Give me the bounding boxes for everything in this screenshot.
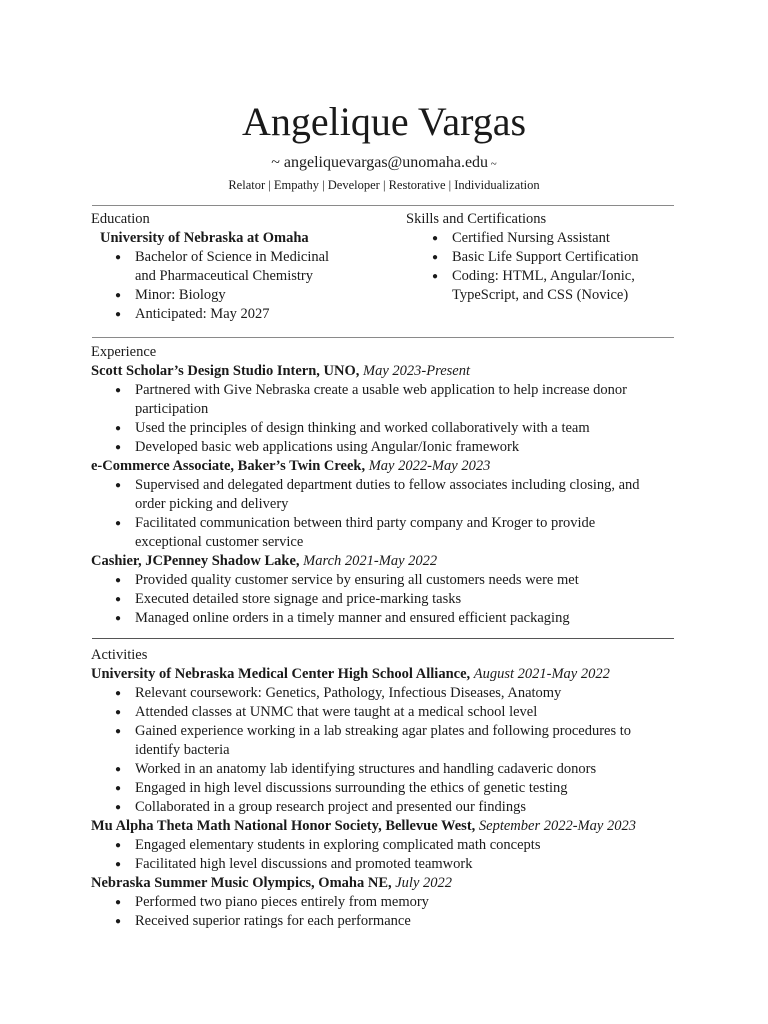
list-item: ● Executed detailed store signage and price-marking tasks bbox=[115, 591, 462, 607]
bullet-icon: ● bbox=[115, 385, 122, 396]
bullet-icon: ● bbox=[115, 423, 122, 434]
list-item: ● Received superior ratings for each performance bbox=[115, 913, 411, 929]
bullet-icon: ● bbox=[115, 442, 122, 453]
contact-email-line bbox=[0, 153, 768, 174]
bullet-icon: ● bbox=[432, 252, 439, 263]
activities-block bbox=[91, 665, 636, 931]
bullet-icon: ● bbox=[115, 252, 122, 263]
list-item: ● Performed two piano pieces entirely from memory bbox=[115, 894, 429, 910]
list-item: order picking and delivery bbox=[135, 496, 289, 512]
list-item: TypeScript, and CSS (Novice) bbox=[452, 287, 629, 303]
list-item: ● Provided quality customer service by ensuring all customers needs were met bbox=[115, 572, 579, 588]
list-item: ● Used the principles of design thinking and worked collaboratively with a team bbox=[115, 420, 590, 436]
bullet-icon: ● bbox=[115, 764, 122, 775]
bullet-icon: ● bbox=[115, 726, 122, 737]
bullet-icon: ● bbox=[115, 707, 122, 718]
bullet-icon: ● bbox=[115, 802, 122, 813]
list-item: ● Certified Nursing Assistant bbox=[432, 230, 610, 246]
resume-name: Angelique Vargas bbox=[241, 99, 527, 144]
job-title-line: Scott Scholar’s Design Studio Intern, UNO, May 2023-Present bbox=[91, 363, 471, 379]
activity-title-line: Mu Alpha Theta Math National Honor Society, Bellevue West, September 2022-May 2023 bbox=[91, 818, 636, 834]
bullet-icon: ● bbox=[432, 233, 439, 244]
list-item: exceptional customer service bbox=[135, 534, 304, 550]
bullet-icon: ● bbox=[115, 840, 122, 851]
list-item: ● Gained experience working in a lab streaking agar plates and following procedures to bbox=[115, 723, 632, 739]
list-item: ● Basic Life Support Certification bbox=[432, 249, 639, 265]
bullet-icon: ● bbox=[115, 518, 122, 529]
education-heading: Education bbox=[91, 211, 150, 227]
list-item: ● Bachelor of Science in Medicinal bbox=[115, 249, 330, 265]
list-item: ● Relevant coursework: Genetics, Pathology, Infectious Diseases, Anatomy bbox=[115, 685, 562, 701]
divider-education bbox=[92, 337, 674, 338]
bullet-icon: ● bbox=[115, 688, 122, 699]
list-item: ● Coding: HTML, Angular/Ionic, bbox=[432, 268, 635, 284]
bullet-icon: ● bbox=[115, 480, 122, 491]
list-item: ● Supervised and delegated department duties to fellow associates including closing, and bbox=[115, 477, 640, 493]
list-item: and Pharmaceutical Chemistry bbox=[135, 268, 313, 284]
activity-title-line: Nebraska Summer Music Olympics, Omaha NE, July 2022 bbox=[91, 875, 453, 891]
experience-block bbox=[91, 362, 640, 628]
bullet-icon: ● bbox=[115, 783, 122, 794]
list-item: ● Collaborated in a group research project and presented our findings bbox=[115, 799, 526, 815]
divider-top bbox=[92, 205, 674, 206]
list-item: ● Minor: Biology bbox=[115, 287, 226, 303]
bullet-icon: ● bbox=[115, 594, 122, 605]
skills-list bbox=[432, 229, 639, 305]
job-title-line: Cashier, JCPenney Shadow Lake, March 2021-May 2022 bbox=[91, 553, 438, 569]
bullet-icon: ● bbox=[432, 271, 439, 282]
email-address: angeliquevargas@unomaha.edu bbox=[283, 154, 489, 171]
skills-heading: Skills and Certifications bbox=[406, 211, 547, 227]
bullet-icon: ● bbox=[115, 859, 122, 870]
list-item: ● Facilitated high level discussions and promoted teamwork bbox=[115, 856, 473, 872]
education-school: University of Nebraska at Omaha bbox=[100, 230, 309, 246]
list-item: ● Engaged in high level discussions surrounding the ethics of genetic testing bbox=[115, 780, 568, 796]
list-item: ● Developed basic web applications using Angular/Ionic framework bbox=[115, 439, 520, 455]
list-item: identify bacteria bbox=[135, 742, 230, 758]
list-item: ● Partnered with Give Nebraska create a usable web application to help increase donor bbox=[115, 382, 627, 398]
email-suffix: ~ bbox=[488, 158, 497, 170]
list-item: ● Anticipated: May 2027 bbox=[115, 306, 270, 322]
bullet-icon: ● bbox=[115, 897, 122, 908]
divider-experience bbox=[92, 638, 674, 639]
list-item: ● Attended classes at UNMC that were taught at a medical school level bbox=[115, 704, 538, 720]
bullet-icon: ● bbox=[115, 916, 122, 927]
activities-heading: Activities bbox=[91, 647, 148, 663]
bullet-icon: ● bbox=[115, 613, 122, 624]
activity-title-line: University of Nebraska Medical Center High School Alliance, August 2021-May 2022 bbox=[91, 666, 610, 682]
list-item: ● Facilitated communication between third party company and Kroger to provide bbox=[115, 515, 596, 531]
email-prefix: ~ bbox=[271, 154, 284, 171]
bullet-icon: ● bbox=[115, 575, 122, 586]
list-item: ● Engaged elementary students in exploring complicated math concepts bbox=[115, 837, 541, 853]
education-list bbox=[115, 248, 330, 324]
bullet-icon: ● bbox=[115, 309, 122, 320]
bullet-icon: ● bbox=[115, 290, 122, 301]
strengths-line: Relator | Empathy | Developer | Restorative | Individualization bbox=[228, 178, 540, 192]
list-item: ● Worked in an anatomy lab identifying structures and handling cadaveric donors bbox=[115, 761, 597, 777]
list-item: ● Managed online orders in a timely manner and ensured efficient packaging bbox=[115, 610, 570, 626]
experience-heading: Experience bbox=[91, 344, 157, 360]
job-title-line: e-Commerce Associate, Baker’s Twin Creek, May 2022-May 2023 bbox=[91, 458, 491, 474]
list-item: participation bbox=[135, 401, 209, 417]
